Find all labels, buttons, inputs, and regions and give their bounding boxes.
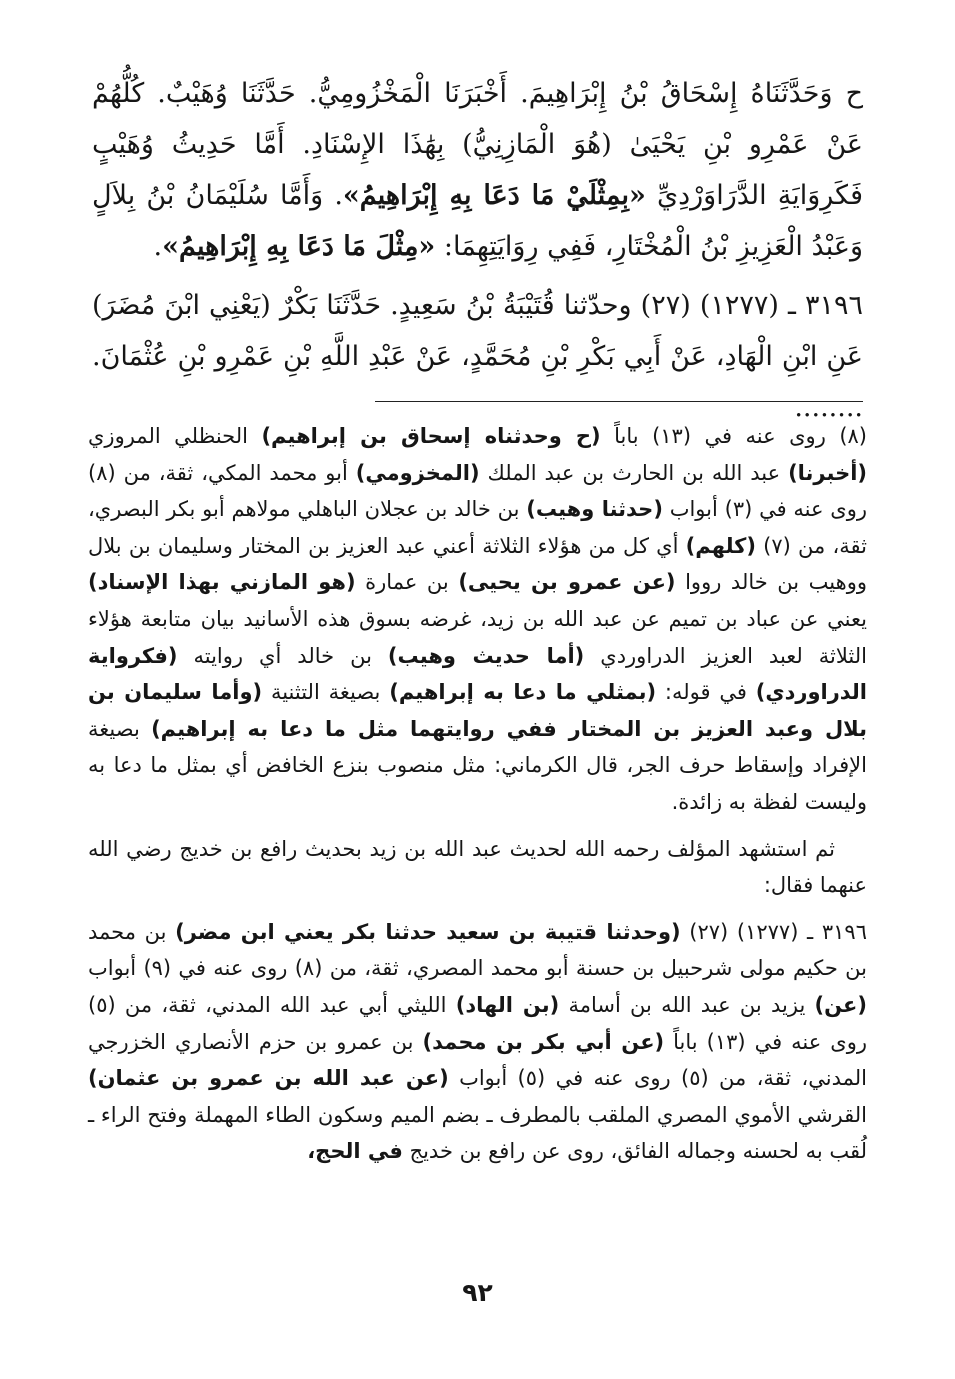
- text-run: بن عمارة: [355, 570, 459, 595]
- bold-text-run: (وأما سليمان بن بلال وعبد العزيز بن المختار ففي روايتهما مثل ما دعا به إبراهيم): [88, 680, 868, 741]
- text-run: عبد الله بن الحارث بن عبد الملك: [479, 460, 789, 485]
- text-run: (٨) روى عنه في (١٣) باباً: [600, 424, 867, 448]
- text-run: الحنظلي المروزي: [88, 424, 262, 448]
- text-run: . وَأَمَّا سُلَيْمَانُ بْنُ بِلاَلٍ وَعَبْدُ الْعَزِيزِ بْنُ الْمُخْتَارِ، فَفِي رِوَايَتِهِمَا:: [92, 180, 863, 262]
- text-run: يعني عن عباد بن تميم عن عبد الله بن زيد، غرضه بسوق هذه الأسانيد بيان متابعة هؤلاء الثلاثة لعبد العزيز الدراوردي: [88, 606, 868, 668]
- hadith-paragraph-1: [92, 68, 863, 272]
- commentary-paragraph-1: [88, 418, 867, 821]
- commentary-text: [88, 418, 867, 1170]
- text-run: .: [153, 231, 163, 262]
- text-run: ح وَحَدَّثَنَاهُ إِسْحَاقُ بْنُ إِبْرَاهِيمَ. أَخْبَرَنَا الْمَخْزُومِيُّ. حَدَّثَنَا وُهَيْبٌ. كُلُّهُمْ عَنْ عَمْرِو بْنِ يَحْيَىٰ (هُوَ الْمَازِنِيُّ) بِهَٰذَا الإِسْنَادِ. أَمَّا حَدِيثُ وُهَيْبٍ فَكَرِوَايَةِ الدَّرَاوَرْدِيِّ: [92, 78, 864, 211]
- bold-text-run: (عن أبي بكر بن محمد): [422, 1029, 665, 1054]
- bold-text-run: (عن عبد الله بن عمرو بن عثمان): [88, 1066, 449, 1091]
- bold-text-run: (كلهم): [685, 533, 756, 558]
- bold-text-run: (ح وحدثناه إسحاق بن إبراهيم): [261, 424, 601, 448]
- text-run: ٣١٩٦ ـ (١٢٧٧) (٢٧): [680, 919, 867, 944]
- bold-text-run: (وحدثنا قتيبة بن سعيد حدثنا بكر يعني ابن مضر): [175, 919, 681, 944]
- bold-text-run: (هو المازني بهذا الإسناد): [88, 570, 356, 595]
- text-run: في قوله:: [656, 680, 756, 705]
- commentary-paragraph-3: [88, 914, 867, 1170]
- page-number: ٩٢: [462, 1278, 493, 1307]
- commentary-paragraph-2: ثم استشهد المؤلف رحمه الله لحديث عبد الله بن زيد بحديث رافع بن خديج رضي الله عنهما فقال:: [88, 836, 867, 898]
- text-run: أبو محمد المكي، ثقة، من (٨) روى عنه في (٣) أبواب: [88, 460, 868, 522]
- text-run: القرشي الأموي المصري الملقب بالمطرف ـ بضم الميم وسكون الطاء المهملة وفتح الراء ـ لُقب به لحسنه وجماله الفائق، روى عن رافع بن خديج: [88, 1102, 867, 1164]
- bold-text-run: «بِمِثْلَيْ مَا دَعَا بِهِ إِبْرَاهِيمُ»: [342, 180, 646, 211]
- text-run: يزيد بن عبد الله بن أسامة: [559, 992, 815, 1017]
- bold-text-run: (بمثلي ما دعا به إبراهيم): [389, 680, 657, 705]
- text-run: بن محمد بن حكيم مولى شرحبيل بن حسنة أبو محمد المصري، ثقة، من (٨) روى عنه في (٩) أبواب: [88, 919, 867, 981]
- bold-text-run: «مِثْلَ مَا دَعَا بِهِ إِبْرَاهِيمُ»: [162, 231, 436, 262]
- text-run: بن خالد بن عجلان الباهلي مولاهم أبو بكر البصري، ثقة، من (٧): [88, 497, 867, 558]
- bold-text-run: (فكرواية الدراوردي): [88, 643, 867, 705]
- bold-text-run: (أخبرنا): [788, 460, 867, 485]
- bold-text-run: (المخزومي): [355, 460, 480, 485]
- text-run: بصيغة التثنية: [262, 680, 390, 705]
- bold-text-run: (عن): [814, 992, 867, 1017]
- hadith-text: [92, 68, 863, 433]
- text-run: بن خالد أي روايته: [177, 643, 388, 668]
- footnote-separator: [375, 401, 863, 402]
- text-run: أي كل من هؤلاء الثلاثة أعني عبد العزيز بن المختار وسليمان بن بلال ووهيب بن خالد رووا: [88, 533, 867, 595]
- bold-text-run: (بن الهاد): [455, 992, 560, 1017]
- bold-text-run: (عن عمرو بن يحيى): [458, 570, 676, 595]
- hadith-paragraph-2: ٣١٩٦ ـ (١٢٧٧) (٢٧) وحدّثنا قُتَيْبَةُ بْنُ سَعِيدٍ. حَدَّثَنَا بَكْرٌ (يَعْنِي ابْنَ مُضَرَ) عَنِ ابْنِ الْهَادِ، عَنْ أَبِي بَكْرِ بْنِ مُحَمَّدٍ، عَنْ عَبْدِ اللَّهِ بْنِ عَمْرِو بْنِ عُثْمَانَ. ........: [92, 290, 863, 423]
- bold-text-run: (حدثنا وهيب): [526, 497, 663, 522]
- text-run: الليثي أبي عبد الله المدني، ثقة، من (٥) روى عنه في (١٣) باباً: [88, 992, 868, 1054]
- text-run: بصيغة الإفراد وإسقاط حرف الجر، قال الكرماني: مثل منصوب بنزع الخافض أي بمثل ما دعا به وليست لفظة به زائدة.: [88, 716, 867, 814]
- bold-text-run: (أما حديث وهيب): [387, 643, 585, 668]
- text-run: بن عمرو بن حزم الأنصاري الخزرجي المدني، ثقة، من (٥) روى عنه في (٥) أبواب: [88, 1029, 868, 1091]
- bold-text-run: في الحج،: [307, 1139, 403, 1164]
